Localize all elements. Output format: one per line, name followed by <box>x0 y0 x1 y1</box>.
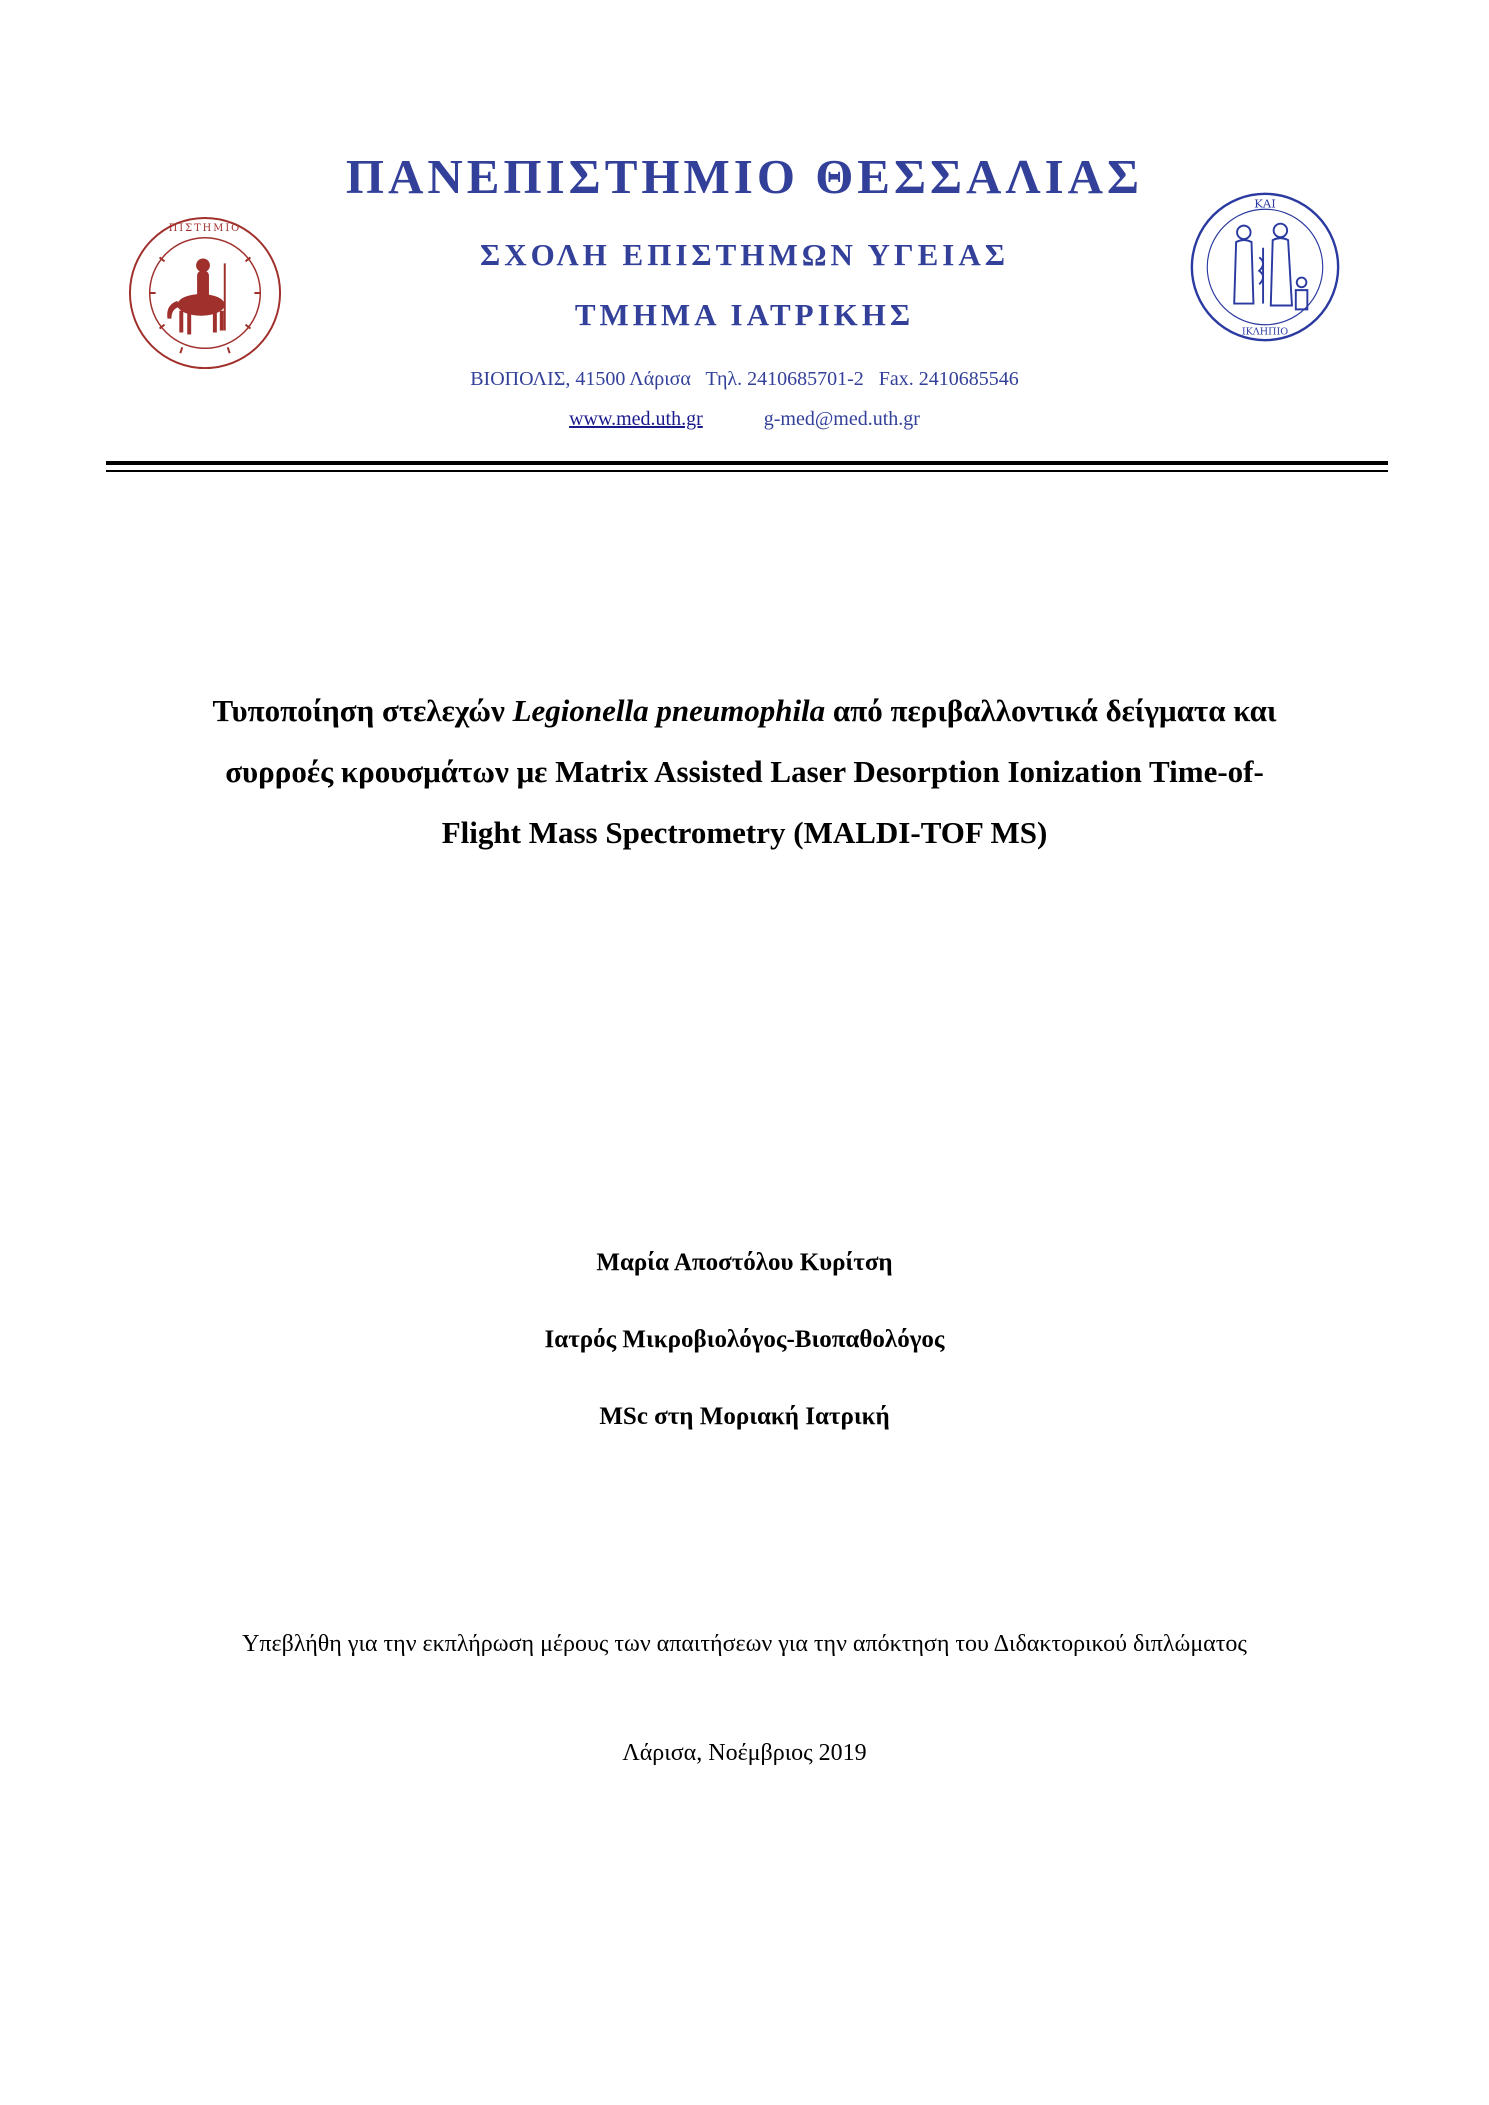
website-link[interactable]: www.med.uth.gr <box>569 408 703 430</box>
seal-bottom-text: ΙΚΛΗΠΙΟ <box>1241 326 1289 338</box>
title-part-1: Τυποποίηση στελεχών <box>212 693 513 728</box>
author-profession: Ιατρός Μικροβιολόγος-Βιοπαθολόγος <box>544 1326 945 1353</box>
thesis-title <box>200 680 1289 863</box>
submission-statement: Υπεβλήθη για την εκπλήρωση μέρους των απαιτήσεων για την απόκτηση του Διδακτορικού διπλώματος <box>242 1631 1247 1657</box>
place-and-date: Λάρισα, Νοέμβριος 2019 <box>622 1740 867 1766</box>
email-address: g-med@med.uth.gr <box>763 408 920 430</box>
seal-top-text: ΚΑΙ <box>1254 196 1276 211</box>
title-part-2: από περιβαλλοντικά δείγματα και συρροές κρουσμάτων με Matrix Assisted Laser Desorption Ionization Time-of-Flight Mass Spectrometry (MALDI-TOF MS) <box>225 693 1277 850</box>
svg-text:ΠΙΣΤΗΜΙΟ: ΠΙΣΤΗΜΙΟ <box>168 222 242 234</box>
author-block <box>0 1246 1489 1477</box>
author-degree: MSc στη Μοριακή Ιατρική <box>599 1403 890 1430</box>
contact-line <box>0 408 1489 431</box>
school-name: ΣΧΟΛΗ ΕΠΙΣΤΗΜΩΝ ΥΓΕΙΑΣ <box>479 237 1010 272</box>
title-species: Legionella pneumophila <box>512 693 826 728</box>
address-line: ΒΙΟΠΟΛΙΣ, 41500 Λάρισα Τηλ. 2410685701-2 Fax. 2410685546 <box>470 368 1019 390</box>
header-divider-thin <box>106 470 1388 472</box>
author-name: Μαρία Αποστόλου Κυρίτση <box>596 1249 893 1276</box>
university-name: ΠΑΝΕΠΙΣΤΗΜΙΟ ΘΕΣΣΑΛΙΑΣ <box>345 149 1144 204</box>
letterhead <box>0 0 1489 480</box>
header-divider-thick <box>106 461 1388 465</box>
department-name: ΤΜΗΜΑ ΙΑΤΡΙΚΗΣ <box>574 297 915 332</box>
